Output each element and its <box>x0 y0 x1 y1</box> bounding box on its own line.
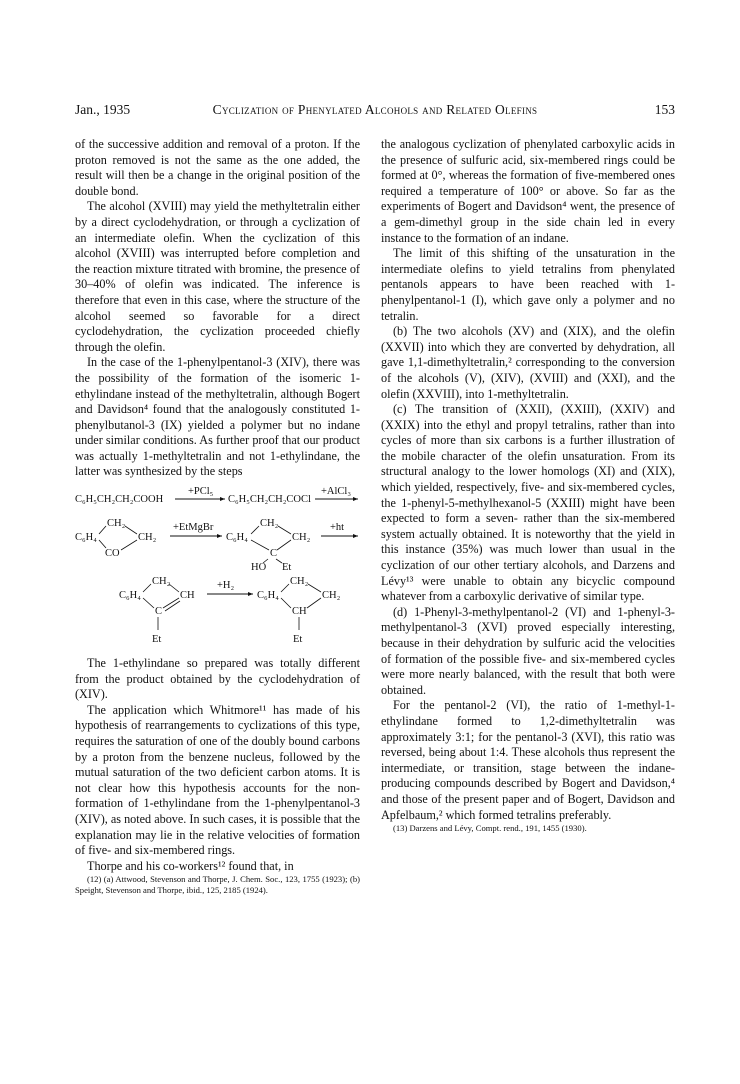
scheme-ethylindane-et: Et <box>293 634 303 646</box>
scheme-ethylindane-c6h4: C₆H₄ <box>257 590 279 602</box>
paragraph: The alcohol (XVIII) may yield the methyltetralin either by a direct cyclodehydration, or through a cyclization of an intermediate olefin. When the cyclization of this alcohol (XVIII) was interrupted before completion and the reaction mixture titrated with bromine, the presence of 30–40% of olefin was indicated. The inference is therefore that even in this case, where the structure of the alcohol seemed so favorable for a direct cyclodehydration, the cyclization proceeded chiefly through the olefin. <box>75 199 360 354</box>
scheme-carbinol-c6h4: C₆H₄ <box>226 532 248 544</box>
scheme-indanone-co: CO <box>105 548 120 560</box>
paragraph: The 1-ethylindane so prepared was totally different from the product obtained by the cyclodehydration of (XIV). <box>75 656 360 702</box>
scheme-indene-et: Et <box>152 634 162 646</box>
scheme-ethylindane-ch2-top: CH₂ <box>290 576 309 588</box>
synthesis-scheme <box>75 482 360 646</box>
paragraph: (b) The two alcohols (XV) and (XIX), and the olefin (XXVII) into which they are converted by dehydration, all gave 1,1-dimethyltetralin,² corresponding to the conversion of the alcohols (V), (XIV), (XVIII) and (XXI), and the olefin (XXVIII), into 1-methyltetralin. <box>381 324 675 401</box>
scheme-indene-c: C <box>155 606 163 618</box>
scheme-reagent-heat: +ht <box>330 522 345 534</box>
scheme-indanone-ch2-top: CH₂ <box>107 518 126 530</box>
scheme-reagent-h2: +H₂ <box>217 580 235 592</box>
footnote-12: (12) (a) Attwood, Stevenson and Thorpe, J. Chem. Soc., 123, 1755 (1923); (b) Speight, Stevenson and Thorpe, ibid., 125, 2185 (1924). <box>75 874 360 896</box>
paragraph: of the successive addition and removal of a proton. If the proton removed is not the same as the one added, the result will then be a change in the original position of the double bond. <box>75 137 360 198</box>
scheme-carbinol-ho: HO <box>251 562 267 574</box>
scheme-reagent-etmgbr: +EtMgBr <box>173 522 214 534</box>
scheme-carbinol-ch2: CH₂ <box>292 532 311 544</box>
paragraph: The application which Whitmore¹¹ has made of his hypothesis of rearrangements to cyclizations of this type, requires the saturation of one of the doubly bound carbons by a proton from the benzene nucleus, followed by the mutual saturation of the two deficient carbon atoms. It is not clear how this hypothesis accounts for the non-formation of 1-ethylindane from the 1-phenylpentanol-3 (XIV), as noted above. In such cases, it is possible that the explanation may lie in the relative velocities of formation of five- and six-membered rings. <box>75 702 360 858</box>
page-header <box>75 102 675 120</box>
journal-date: Jan., 1935 <box>75 102 131 117</box>
scheme-carbinol-ch2-top: CH₂ <box>260 518 279 530</box>
scheme-ethylindane-ch: CH <box>292 606 307 618</box>
scheme-indanone-ch2: CH₂ <box>138 532 157 544</box>
paragraph: For the pentanol-2 (VI), the ratio of 1-methyl-1-ethylindane formed to 1,2-dimethyltetralin was approximately 3:1; for the pentanol-3 (XVI), this ratio was reversed, being about 1:4. These alcohols thus represent the intermediate, or transition, stage between the indane-producing compounds described by Bogert and Davidson,⁴ and those of the present paper and of Bogert, Davidson and Apfelbaum,² which formed tetralins preferably. <box>381 698 675 822</box>
scheme-ethylindane-ch2: CH₂ <box>322 590 341 602</box>
scheme-indene-ch2-top: CH₂ <box>152 576 171 588</box>
scheme-indene-ch: CH <box>180 590 195 602</box>
scheme-acid-chloride: C₆H₅CH₂CH₂COCl <box>228 494 311 506</box>
paragraph: Thorpe and his co-workers¹² found that, in <box>87 858 294 873</box>
scheme-start-acid: C₆H₅CH₂CH₂COOH <box>75 494 164 506</box>
paragraph: In the case of the 1-phenylpentanol-3 (XIV), there was the possibility of the formation of the isomeric 1-ethylindane instead of the methyltetralin, although Bogert and Davidson⁴ found that the analogously constituted 1-phenylbutanol-3 (IX) yielded a polymer but no indane under similar conditions. As further proof that our product was actually 1-methyltetralin and not 1-ethylindane, the latter was synthesized by the steps <box>75 355 360 479</box>
paragraph: the analogous cyclization of phenylated carboxylic acids in the presence of sulfuric acid, six-membered rings could be formed at 0°, whereas the formation of five-membered ones required a temperature of 100° or above. So far as the experiments of Bogert and Davidson⁴ went, the presence of a gem-dimethyl group in the side chain led in every instance to the formation of an indane. <box>381 137 675 245</box>
scheme-reagent-pcl5: +PCl₅ <box>188 486 214 498</box>
page-number: 153 <box>654 102 675 117</box>
scheme-indene-c6h4: C₆H₄ <box>119 590 141 602</box>
scheme-carbinol-c: C <box>270 548 278 560</box>
footnote-13: (13) Darzens and Lévy, Compt. rend., 191, 1455 (1930). <box>393 823 587 834</box>
paragraph: (c) The transition of (XXII), (XXIII), (XXIV) and (XXIX) into the ethyl and propyl tetralins, rather than into cycles of more than six carbons is a further illustration of the mobile character of the olefin unsaturation. From its structural analogy to the lower homologs (XI) and (XIX), which yielded, respectively, five- and six-membered cycles, the 1-phenyl-5-methylhexanol-5 (XXIII) might have been expected to form a seven- rather than the six-membered system actually obtained. It is noteworthy that the yield in this instance (35%) was much lower than usual in the cyclization of our other tertiary alcohols, and Darzens and Lévy¹³ were unable to obtain any bicyclic compound whatever from a carboxylic derivative of similar type. <box>381 402 675 604</box>
paragraph: (d) 1-Phenyl-3-methylpentanol-2 (VI) and 1-phenyl-3-methylpentanol-3 (XVI) proved especially interesting, because in their dehydration by sulfuric acid the velocities of formation of the possible five- and six-membered cycles were more nearly balanced, with the result that both were obtained. <box>381 604 675 697</box>
paragraph: The limit of this shifting of the unsaturation in the intermediate olefins to yield tetralins from phenylated pentanols appears to have been reached with 1-phenylpentanol-1 (I), which gave only a polymer and no tetralin. <box>381 246 675 323</box>
right-column <box>381 137 675 834</box>
scheme-carbinol-et: Et <box>282 562 292 574</box>
left-column <box>75 137 360 896</box>
scheme-reagent-alcl3: +AlCl₃ <box>321 486 352 498</box>
running-title: Cyclization of Phenylated Alcohols and Related Olefins <box>212 102 538 117</box>
scheme-indanone-c6h4: C₆H₄ <box>75 532 97 544</box>
